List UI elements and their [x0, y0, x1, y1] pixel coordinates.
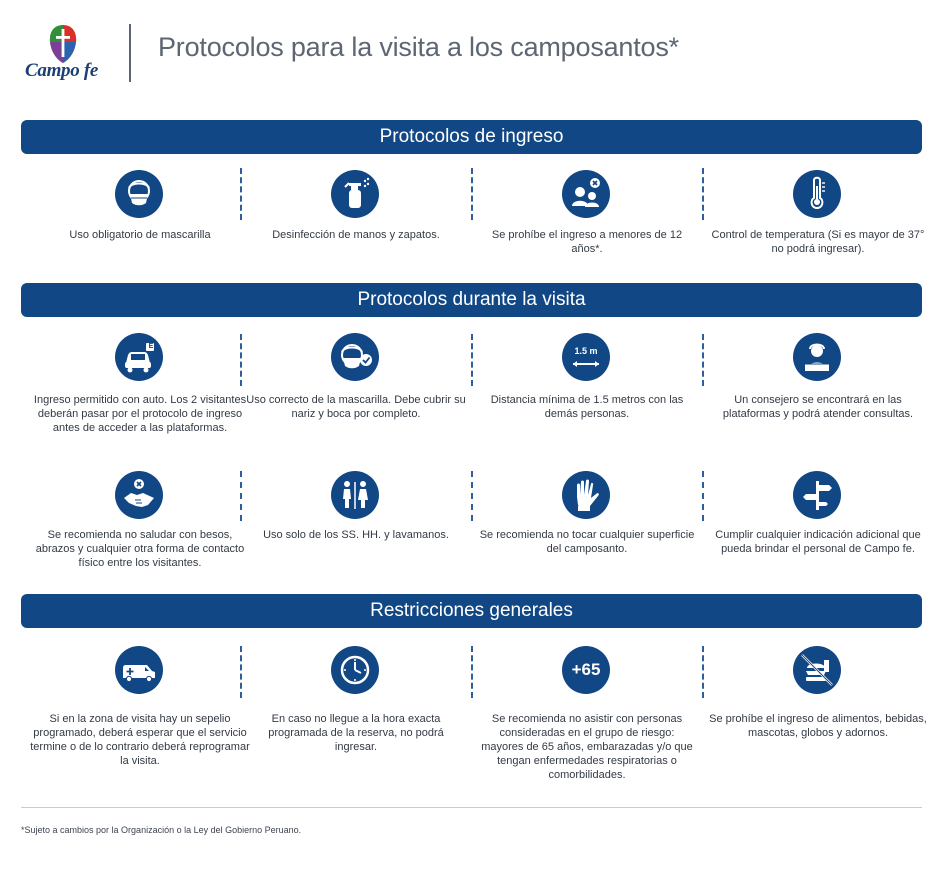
column-divider [471, 168, 473, 220]
signpost-icon [793, 471, 841, 519]
column-divider [702, 168, 704, 220]
logo-mark-icon [48, 24, 78, 64]
item-text: Uso obligatorio de mascarilla [69, 229, 211, 241]
column-divider [240, 646, 242, 698]
face-mask-icon [115, 170, 163, 218]
item-text: Se recomienda no asistir con personas consideradas en el grupo de riesgo: mayores de 65 años, embarazadas y/o que tengan enfermedades respiratorias o comorbilidades. [481, 713, 693, 781]
no-handshake-icon [115, 471, 163, 519]
no-children-icon [562, 170, 610, 218]
page-header [0, 0, 943, 100]
age-65-icon [562, 646, 610, 694]
item-text: Uso correcto de la mascarilla. Debe cubrir su nariz y boca por completo. [246, 394, 466, 420]
item-text: Se prohíbe el ingreso a menores de 12 años*. [491, 229, 683, 255]
logo-text: Campo fe [25, 60, 99, 81]
item-text: Control de temperatura (Si es mayor de 37° no podrá ingresar). [711, 229, 925, 255]
car-icon [115, 333, 163, 381]
age-value: +65 [571, 660, 601, 679]
clock-icon [331, 646, 379, 694]
item-text: Ingreso permitido con auto. Los 2 visitantes deberán pasar por el protocolo de ingreso antes de acceder a las plataformas. [33, 394, 247, 434]
header-divider [129, 24, 131, 82]
item-text: Distancia mínima de 1.5 metros con las demás personas. [490, 394, 684, 420]
column-divider [702, 646, 704, 698]
item-text: En caso no llegue a la hora exacta programada de la reserva, no podrá ingresar. [268, 713, 444, 753]
restroom-icon [331, 471, 379, 519]
item-text: Si en la zona de visita hay un sepelio programado, deberá esperar que el servicio termine o de lo contrario deberá reprogramar la visita. [30, 713, 250, 767]
item-text: Se recomienda no saludar con besos, abrazos y cualquier otra forma de contacto físico entre los visitantes. [35, 529, 245, 569]
section-banner-ingreso: Protocolos de ingreso [21, 120, 922, 154]
distance-value: 1.5 m [574, 346, 598, 356]
hearse-icon [115, 646, 163, 694]
item-text: Un consejero se encontrará en las plataformas y podrá atender consultas. [722, 394, 914, 420]
footer-rule [21, 807, 922, 808]
spray-bottle-icon [331, 170, 379, 218]
column-divider [471, 471, 473, 521]
page-title: Protocolos para la visita a los camposantos* [158, 32, 679, 62]
column-divider [240, 168, 242, 220]
item-text: Se prohíbe el ingreso de alimentos, bebidas, mascotas, globos y adornos. [709, 713, 927, 739]
column-divider [240, 471, 242, 521]
mask-check-icon [331, 333, 379, 381]
item-text: Se recomienda no tocar cualquier superficie del camposanto. [479, 529, 695, 555]
glove-icon [562, 471, 610, 519]
column-divider [471, 646, 473, 698]
item-text: Cumplir cualquier indicación adicional que pueda brindar el personal de Campo fe. [715, 529, 921, 555]
column-divider [702, 334, 704, 386]
advisor-icon [793, 333, 841, 381]
item-text: Uso solo de los SS. HH. y lavamanos. [263, 529, 449, 541]
column-divider [240, 334, 242, 386]
column-divider [702, 471, 704, 521]
thermometer-icon [793, 170, 841, 218]
distance-icon [562, 333, 610, 381]
parking-badge: E [148, 343, 154, 350]
section-banner-visita: Protocolos durante la visita [21, 283, 922, 317]
column-divider [471, 334, 473, 386]
no-food-icon [793, 646, 841, 694]
section-banner-restricciones: Restricciones generales [21, 594, 922, 628]
footnote: *Sujeto a cambios por la Organización o la Ley del Gobierno Peruano. [21, 825, 302, 835]
campo-fe-logo [22, 22, 104, 88]
item-text: Desinfección de manos y zapatos. [272, 229, 440, 241]
